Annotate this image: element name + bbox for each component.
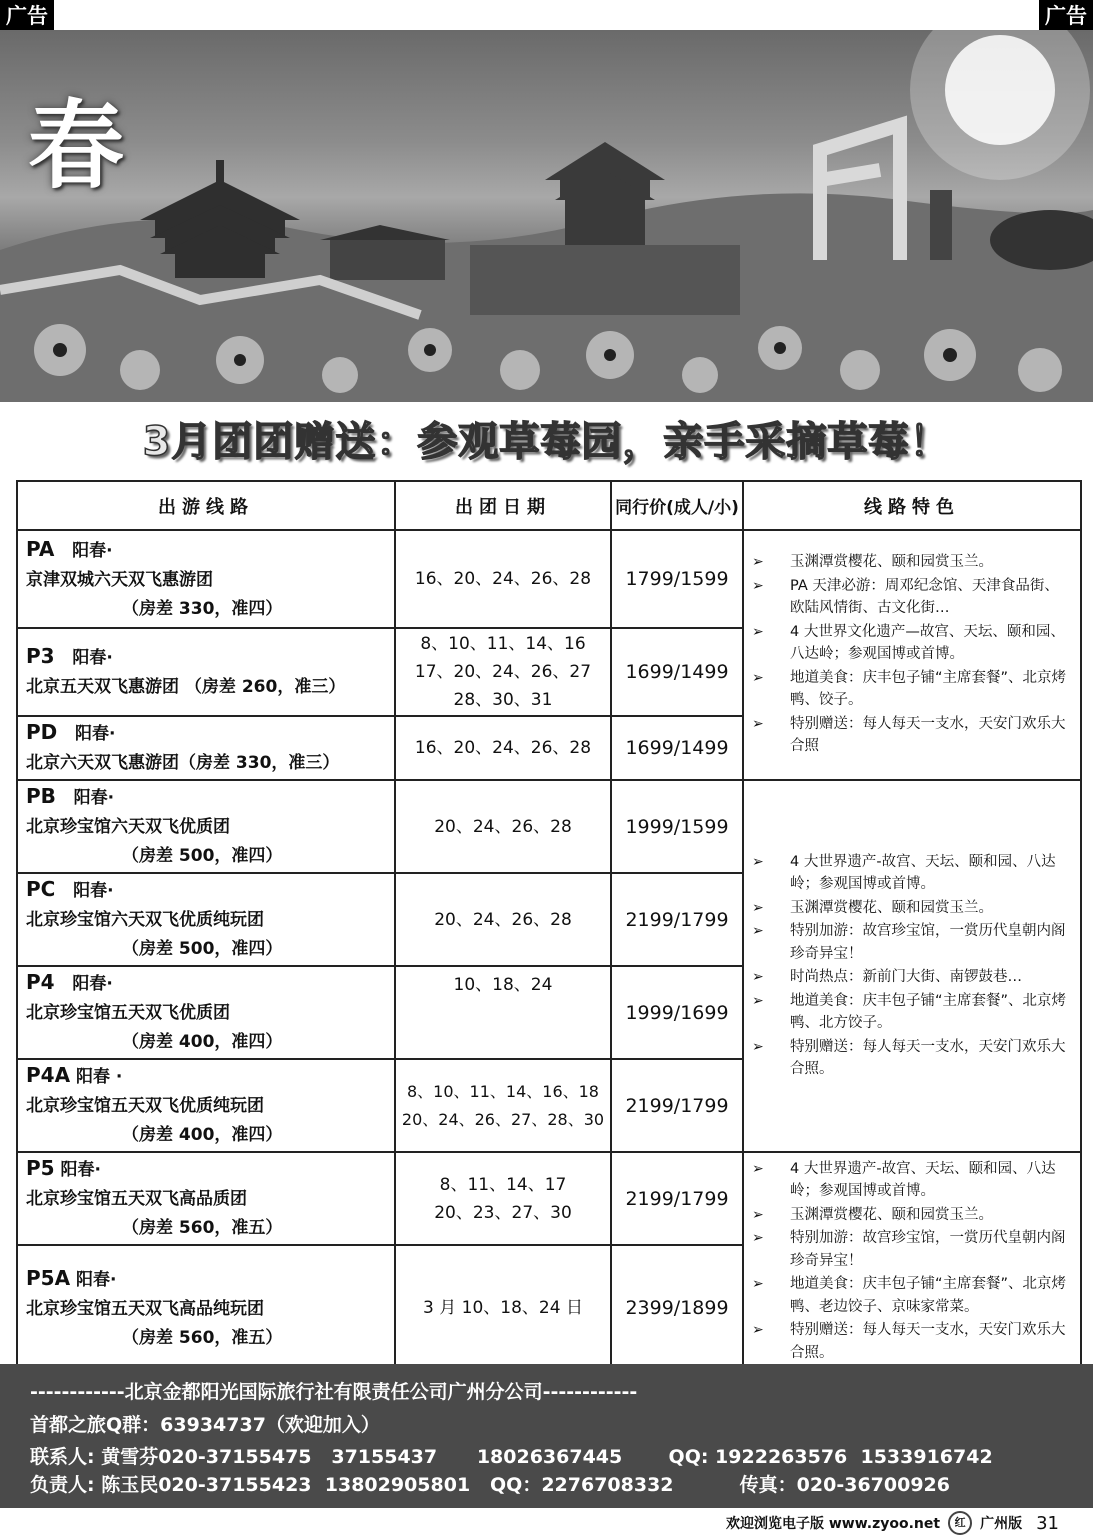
price-cell: 2199/1799 <box>611 873 743 966</box>
feature-item: ➢ 地道美食：庆丰包子铺“主席套餐”、北京烤鸭、北方饺子。 <box>750 990 1072 1035</box>
route-city: 阳春· <box>60 1160 101 1180</box>
route-note: （房差 400，准四） <box>122 1032 283 1052</box>
arrow-bullet-icon: ➢ <box>752 623 764 640</box>
arrow-bullet-icon: ➢ <box>752 577 764 594</box>
feature-item: ➢ 4 大世界文化遗产—故宫、天坛、颐和园、八达岭；参观国博或首博。 <box>750 621 1072 666</box>
date-line: 28、30、31 <box>453 690 553 710</box>
arrow-bullet-icon: ➢ <box>752 715 764 732</box>
arrow-bullet-icon: ➢ <box>752 1276 764 1293</box>
date-line: 8、11、14、17 <box>439 1174 567 1195</box>
company-name: ------------北京金都阳光国际旅行社有限责任公司广州分公司------------ <box>30 1381 638 1403</box>
table-row <box>17 780 1081 873</box>
arrow-bullet-icon: ➢ <box>752 853 764 870</box>
date-line: 8、10、11、14、16、18 <box>407 1081 599 1101</box>
dates-cell <box>395 628 611 716</box>
arrow-bullet-icon: ➢ <box>752 1038 764 1055</box>
price-cell: 2199/1799 <box>611 1152 743 1245</box>
feature-item: ➢ 特别赠送：每人每天一支水，天安门欢乐大合照。 <box>750 1036 1072 1081</box>
route-city: 阳春· <box>73 881 114 901</box>
dates-cell <box>395 1059 611 1152</box>
date-line: 20、23、27、30 <box>434 1202 572 1223</box>
route-city: 阳春· <box>75 1269 117 1290</box>
manager-line: 负责人: 陈玉民020-37155423 13802905801 QQ：2276708332 传真：020-36700926 <box>30 1474 950 1496</box>
date-line: 17、20、24、26、27 <box>414 662 592 682</box>
dates-cell <box>395 873 611 966</box>
feature-item: ➢ 玉渊潭赏樱花、颐和园赏玉兰。 <box>750 897 1072 920</box>
table-row <box>17 530 1081 628</box>
route-name: 北京珍宝馆五天双飞高品质团 <box>26 1189 247 1209</box>
arrow-bullet-icon: ➢ <box>752 1160 764 1177</box>
route-name: 北京珍宝馆六天双飞优质团 <box>26 817 230 837</box>
route-note: （房差 560，准五） <box>122 1327 283 1348</box>
qq-group: 首都之旅Q群：63934737（欢迎加入） <box>30 1414 380 1436</box>
date-line: 8、10、11、14、16 <box>420 634 586 654</box>
edition-label: 广州版 <box>980 1516 1023 1532</box>
price-cell: 1999/1599 <box>611 780 743 873</box>
route-cell <box>17 966 395 1059</box>
arrow-bullet-icon: ➢ <box>752 1206 764 1223</box>
route-name: 北京五天双飞惠游团 （房差 260，准三） <box>26 677 346 697</box>
date-line: 10、18、24 <box>453 975 553 995</box>
ad-label-right: 广告 <box>1039 0 1093 32</box>
features-cell-group3 <box>743 1152 1081 1371</box>
route-city: 阳春· <box>72 648 113 668</box>
route-note: （房差 560，准五） <box>122 1218 283 1238</box>
route-name: 京津双城六天双飞惠游团 <box>26 569 213 590</box>
route-code: P5A <box>26 1265 71 1290</box>
route-code: PB <box>26 784 56 808</box>
route-code: P3 <box>26 644 55 668</box>
arrow-bullet-icon: ➢ <box>752 669 764 686</box>
dates-cell <box>395 1152 611 1245</box>
page-footer <box>726 1511 1059 1535</box>
route-name: 北京珍宝馆五天双飞高品纯玩团 <box>26 1298 264 1319</box>
route-code: P4 <box>26 970 55 994</box>
route-cell <box>17 716 395 780</box>
arrow-bullet-icon: ➢ <box>752 554 764 571</box>
feature-item: ➢ 特别加游：故宫珍宝馆，一赏历代皇朝内阁珍奇异宝！ <box>750 1227 1072 1272</box>
feature-item: ➢ 地道美食：庆丰包子铺“主席套餐”、北京烤鸭、老边饺子、京味家常菜。 <box>750 1273 1072 1318</box>
route-city: 阳春· <box>75 724 116 744</box>
route-name: 北京六天双飞惠游团（房差 330，准三） <box>26 753 340 773</box>
hero-banner <box>0 30 1093 402</box>
feature-item: ➢ 4 大世界遗产-故宫、天坛、颐和园、八达岭；参观国博或首博。 <box>750 1158 1072 1203</box>
price-cell: 1699/1499 <box>611 628 743 716</box>
route-name: 北京珍宝馆六天双飞优质纯玩团 <box>26 910 264 930</box>
header-route: 出游线路 <box>17 481 395 530</box>
arrow-bullet-icon: ➢ <box>752 923 764 939</box>
arrow-bullet-icon: ➢ <box>752 1230 764 1247</box>
price-cell: 1999/1699 <box>611 966 743 1059</box>
features-cell-group2 <box>743 780 1081 1152</box>
feature-item: ➢ 玉渊潭赏樱花、颐和园赏玉兰。 <box>750 1204 1072 1227</box>
route-city: 阳春· <box>73 788 115 808</box>
feature-item: ➢ 特别加游：故宫珍宝馆，一赏历代皇朝内阁珍奇异宝！ <box>750 920 1072 965</box>
arrow-bullet-icon: ➢ <box>752 1322 764 1339</box>
price-cell: 2199/1799 <box>611 1059 743 1152</box>
dates-cell <box>395 780 611 873</box>
date-line: 20、24、26、27、28、30 <box>401 1109 605 1129</box>
price-cell: 1799/1599 <box>611 530 743 628</box>
table-header-row <box>17 481 1081 530</box>
route-cell <box>17 1245 395 1371</box>
route-table <box>16 480 1082 1372</box>
route-note: （房差 500，准四） <box>122 846 283 866</box>
route-cell <box>17 628 395 716</box>
route-code: PA <box>26 536 55 561</box>
contact-line: 联系人: 黄雪芬020-37155475 37155437 18026367445 QQ: 1922263576 1533916742 <box>30 1446 993 1468</box>
date-line: 3 月 10、18、24 日 <box>423 1298 583 1318</box>
route-cell <box>17 780 395 873</box>
route-code: P5 <box>26 1156 55 1180</box>
site-link[interactable]: 欢迎浏览电子版 www.zyoo.net <box>726 1516 941 1532</box>
route-city: 阳春· <box>72 540 113 561</box>
feature-item: ➢ 4 大世界遗产-故宫、天坛、颐和园、八达岭；参观国博或首博。 <box>750 851 1072 896</box>
brand-logo-icon: 红 <box>948 1511 972 1535</box>
hero-scenery-illustration <box>0 30 1093 402</box>
date-line: 20、24、26、28 <box>434 909 572 930</box>
route-note: （房差 400，准四） <box>122 1125 283 1145</box>
route-city: 阳春 · <box>75 1067 123 1087</box>
header-price: 同行价(成人/小) <box>611 481 743 530</box>
route-name: 北京珍宝馆五天双飞优质团 <box>26 1003 230 1023</box>
promo-headline: 3月团团赠送：参观草莓园，亲手采摘草莓！ <box>142 419 951 465</box>
contact-footer <box>0 1364 1093 1508</box>
arrow-bullet-icon: ➢ <box>752 969 764 985</box>
arrow-bullet-icon: ➢ <box>752 992 764 1009</box>
hero-title-chun: 春 <box>28 89 124 202</box>
route-cell <box>17 1152 395 1245</box>
route-note: （房差 330，准四） <box>122 598 283 619</box>
feature-item: ➢ 特别赠送：每人每天一支水，天安门欢乐大合照 <box>750 713 1072 758</box>
date-line: 20、24、26、28 <box>434 816 572 837</box>
feature-item: ➢ 特别赠送：每人每天一支水，天安门欢乐大合照。 <box>750 1319 1072 1364</box>
table-row <box>17 1152 1081 1245</box>
route-cell <box>17 1059 395 1152</box>
feature-item: ➢ 时尚热点：新前门大街、南锣鼓巷… <box>750 966 1072 989</box>
route-code: PD <box>26 720 58 744</box>
date-line: 16、20、24、26、28 <box>414 569 592 589</box>
dates-cell <box>395 716 611 780</box>
ad-label-left: 广告 <box>0 0 54 32</box>
price-cell: 2399/1899 <box>611 1245 743 1371</box>
feature-item: ➢ 地道美食：庆丰包子铺“主席套餐”、北京烤鸭、饺子。 <box>750 667 1072 712</box>
dates-cell <box>395 530 611 628</box>
feature-item: ➢ PA 天津必游：周邓纪念馆、天津食品街、欧陆风情街、古文化街… <box>750 575 1072 620</box>
dates-cell <box>395 966 611 1059</box>
route-code: P4A <box>26 1063 71 1087</box>
page-number: 31 <box>1036 1512 1059 1534</box>
price-cell: 1699/1499 <box>611 716 743 780</box>
arrow-bullet-icon: ➢ <box>752 899 764 916</box>
header-dates: 出团日期 <box>395 481 611 530</box>
route-code: PC <box>26 877 56 901</box>
route-city: 阳春· <box>72 974 113 994</box>
route-cell <box>17 530 395 628</box>
route-cell <box>17 873 395 966</box>
route-note: （房差 500，准四） <box>122 939 283 959</box>
dates-cell <box>395 1245 611 1371</box>
route-name: 北京珍宝馆五天双飞优质纯玩团 <box>26 1096 264 1116</box>
feature-item: ➢ 玉渊潭赏樱花、颐和园赏玉兰。 <box>750 551 1072 574</box>
header-features: 线路特色 <box>743 481 1081 530</box>
features-cell-group1 <box>743 530 1081 780</box>
date-line: 16、20、24、26、28 <box>414 738 592 758</box>
